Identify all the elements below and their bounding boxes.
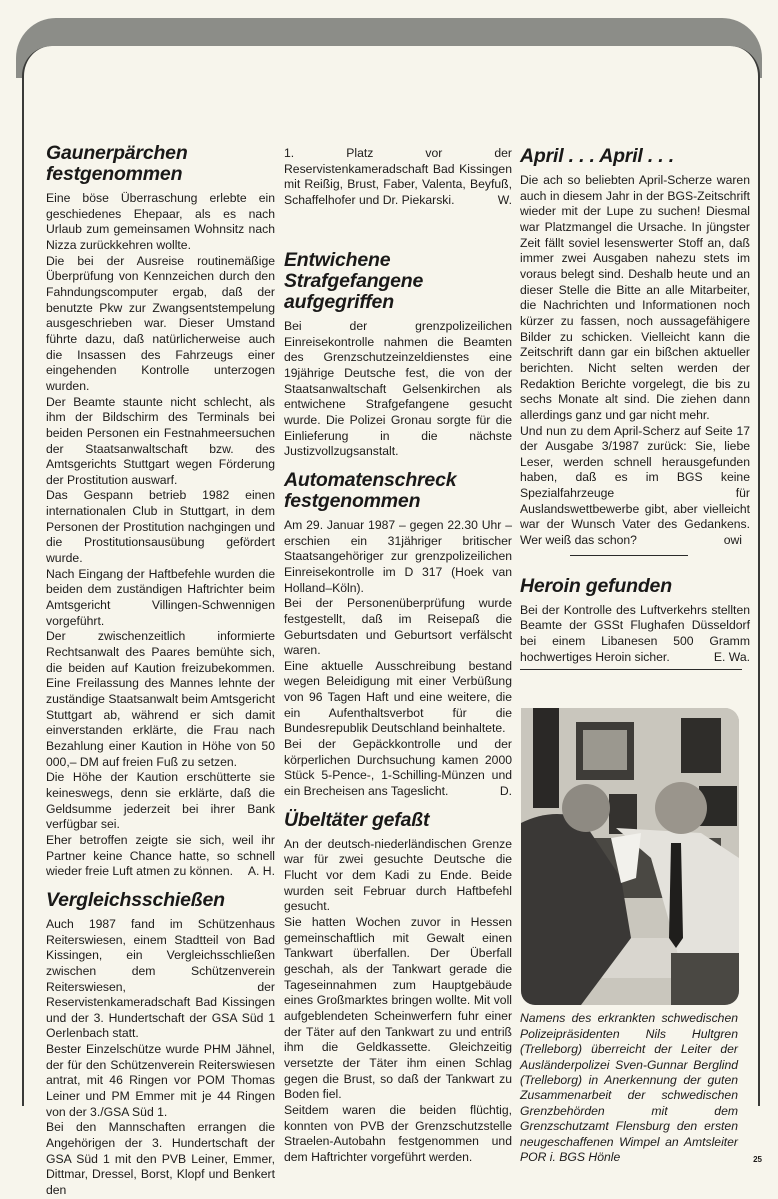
photo-wimpel-handover: [521, 708, 739, 1005]
article-vergleichsschiessen: [46, 890, 275, 1199]
article-gaunerpaerchen: [46, 143, 275, 880]
paragraph: Eine aktuelle Ausschreibung bestand wegen Beleidigung mit einer Verbüßung von 96 Tagen Haft und eine weitere, die ein Aufenthaltsverbot für die Bundesrepublik Deutschland beinhaltete.: [284, 658, 512, 736]
paragraph: An der deutsch-niederländischen Grenze war für zwei gesuchte Deutsche die Flucht vor dem Kadi zu Ende. Beide wurden seit Februar durch Haftbefehl gesucht.: [284, 836, 512, 914]
paragraph: Auch 1987 fand im Schützenhaus Reiterswiesen, einem Stadtteil von Bad Kissingen, ein Vergleichsschließen zwischen dem Schützenverein Reiterswiesen, der Reservistenkameradschaft Bad Kissingen und der 3. Hundertschaft der GSA Süd 1 Oerlenbach statt.: [46, 916, 275, 1041]
paragraph: Der Beamte staunte nicht schlecht, als ihm der Bildschirm des Terminals bei beiden Personen ein Festnahmeersuchen der Staatsanwaltschaft bzw. des Amtsgerichts Stuttgart wegen Förderung der Prostitution auswarf.: [46, 394, 275, 487]
paragraph: Bester Einzelschütze wurde PHM Jähnel, der für den Schützenverein Reiterswiesen antrat, mit 46 Ringen vor POM Thomas Leiner und PM Emmer mit je 44 Ringen von der 3./GSA Süd 1.: [46, 1042, 275, 1119]
paragraph: Die Höhe der Kaution erschütterte sie keineswegs, denn sie erklärte, daß die Geldsumme jederzeit bei ihrer Bank verfügbar sei.: [46, 770, 275, 832]
article-april: [520, 146, 750, 549]
author-signature: W.: [497, 192, 512, 207]
paragraph: Sie hatten Wochen zuvor in Hessen gemeinschaftlich mit Gewalt einen Tankwart überfallen. Der Überfall geschah, als der Tankwart gerade die Tageseinnahmen zum Hauptgebäude eines Großmarktes bringen wollte. Mit voll aufgeblendeten Scheinwerfern fuhr einer der Täter auf den Tankwart zu und entriß ihm die Geldkassette. Gleichzeitig versetzte der Täter ihm einen Schlag gegen die Brust, so daß der Tankwart zu Boden fiel.: [284, 915, 512, 1102]
photo-caption: Namens des erkrankten schwedischen Polizeipräsidenten Nils Hultgren (Trelleborg) überreicht der Leiter der Ausländerpolizei Sven-Gunnar Berglind (Trelleborg) in Anerkennung der guten Zusammenarbeit der schwedischen Grenzbehörden mit dem Grenzschutzamt Flensburg den ersten neugeschaffenen Wimpel an Amtsleiter POR i. BGS Hönle: [520, 1011, 738, 1165]
article-uebeltaeter: [284, 810, 512, 1166]
paragraph: Am 29. Januar 1987 – gegen 22.30 Uhr – erschien ein 31jähriger britischer Staatsangehöriger zur grenzpolizeilichen Einreisekontrolle im D 317 (Hoek van Holland–Köln).: [284, 517, 512, 595]
article-title: Entwichene Strafgefangene aufgegriffen: [284, 249, 424, 313]
photo-caption-area: [520, 1011, 762, 1165]
paragraph: Bei der Kontrolle des Luftverkehrs stellten Beamte der GSSt Flughafen Düsseldorf bei einem Libanesen 500 Gramm hochwertiges Heroin sicher.: [520, 602, 750, 664]
article-vergleichsschiessen-continued: [284, 146, 512, 240]
paragraph: Bei der grenzpolizeilichen Einreisekontrolle nahmen die Beamten des Grenzschutzeinzeldienstes eine 19jährige Deutsche fest, die von der Staatsanwaltschaft Gelsenkirchen als entwichene Strafgefangene gesucht wurde. Die Polizei Gronau sorgte für die Einlieferung in die nächste Justizvollzugsanstalt.: [284, 319, 512, 459]
column-1: [46, 143, 275, 1199]
author-signature: A. H.: [247, 864, 275, 879]
paragraph: Seitdem waren die beiden flüchtig, konnten von PVB der Grenzschutzstelle Straelen-Autobahn festgenommen und dem Haftrichter vorgeführt werden.: [284, 1102, 512, 1164]
article-title: Heroin gefunden: [520, 574, 672, 597]
page-number: 25: [753, 1155, 762, 1165]
paragraph: Und nun zu dem April-Scherz auf Seite 17 der Ausgabe 3/1987 zurück: Sie, liebe Leser, werden schnell herausgefunden haben, daß es im BGS keine Spezialfahrzeuge für Auslandswettbewerbe gibt, aber vielleicht war der Wunsch Vater des Gedankens. Wer weiß das schon?: [520, 423, 750, 548]
article-entwichene: [284, 250, 512, 460]
paragraph: Bei den Mannschaften errangen die Angehörigen der 3. Hundertschaft der GSA Süd 1 mit den PVB Leiner, Emmer, Dittmar, Dressel, Borst, Klopf und Benkert den: [46, 1120, 275, 1198]
article-title: Automatenschreck festgenommen: [284, 468, 457, 512]
author-signature: E. Wa.: [713, 649, 750, 664]
author-signature: owi: [723, 533, 742, 548]
divider: [570, 555, 688, 556]
article-automatenschreck: [284, 470, 512, 800]
paragraph: Nach Eingang der Haftbefehle wurden die beiden dem zuständigen Haftrichter beim Amtsgericht Villingen-Schwennigen vorgeführt.: [46, 566, 275, 628]
paragraph: 1. Platz vor der Reservistenkameradschaft Bad Kissingen mit Reißig, Brust, Faber, Valenta, Beyfuß, Schaffelhofer und Dr. Piekarski.: [284, 146, 512, 207]
article-title: Übeltäter gefaßt: [284, 808, 430, 831]
paragraph: Eher betroffen zeigte sie sich, weil ihr Partner keine Chance hatte, so schnell wieder freie Luft atmen zu können.: [46, 832, 275, 879]
paragraph: Bei der Gepäckkontrolle und der körperlichen Durchsuchung kamen 2000 Stück 5-Pence-, 1-Schilling-Münzen und ein Brecheisen ans Tageslicht.: [284, 737, 512, 799]
paragraph: Bei der Personenüberprüfung wurde festgestellt, daß im Reisepaß die Geburtsdaten und Geburtsort verfälscht waren.: [284, 596, 512, 658]
divider: [520, 669, 742, 670]
article-title: Gaunerpärchen festgenommen: [46, 142, 188, 185]
paragraph: Das Gespann betrieb 1982 einen internationalen Club in Stuttgart, in dem Personen der Prostitution nachgingen und die Prostitutionsausübung gefördert wurde.: [46, 488, 275, 566]
column-2: [284, 146, 512, 1166]
article-title: Vergleichsschießen: [46, 888, 225, 911]
paragraph: Die bei der Ausreise routinemäßige Überprüfung von Kennzeichen durch den Fahndungscomputer ergab, daß der benutzte Pkw zur Zwangsentstempelung ausgeschrieben war. Dieser Umstand führte dazu, daß natürlicherweise auch die Insassen des Fahrzeugs einer eingehenden Kontrolle unterzogen wurden.: [46, 253, 275, 393]
author-signature: D.: [499, 784, 512, 799]
paragraph: Der zwischenzeitlich informierte Rechtsanwalt des Paares bemühte sich, die beiden auf Kaution freizubekommen. Eine Freilassung des Mannes lehnte der zuständige Staatsanwalt beim Amtsgericht Stuttgart ab, während er sich damit einverstanden erklärte, die Frau nach Bezahlung einer Kaution in Höhe von 50 000,– DM auf freien Fuß zu setzen.: [46, 629, 275, 769]
article-title: April . . . April . . .: [520, 145, 674, 167]
paragraph: Die ach so beliebten April-Scherze waren auch in diesem Jahr in der BGS-Zeitschrift wieder mit der Lupe zu suchen! Diesmal war Platzmangel die Ursache. In jüngster Zeit fällt soviel lesenswerter Stoff an, daß immer zwei Ausgaben nahezu stets im voraus belegt sind. Deshalb heute und an dieser Stelle die Bitte an alle Mitarbeiter, die Nachrichten und Informationen noch kürzer zu fassen, noch aussagefähigere Bilder zu schicken. Vielleicht kann die Zeitschrift dann gar ein bißchen aktueller berichten. Nicht selten werden der Redaktion Berichte vorgelegt, die bis zu sechs Monate alt sind. Die ziehen dann allerdings ganz und gar nicht mehr.: [520, 173, 750, 422]
article-heroin: [520, 576, 750, 666]
column-3: [520, 145, 762, 1165]
paragraph: Eine böse Überraschung erlebte ein geschiedenes Ehepaar, als es nach Urlaub zum gemeinsamen Wohnsitz nach Nizza zurückkehren wollte.: [46, 191, 275, 252]
